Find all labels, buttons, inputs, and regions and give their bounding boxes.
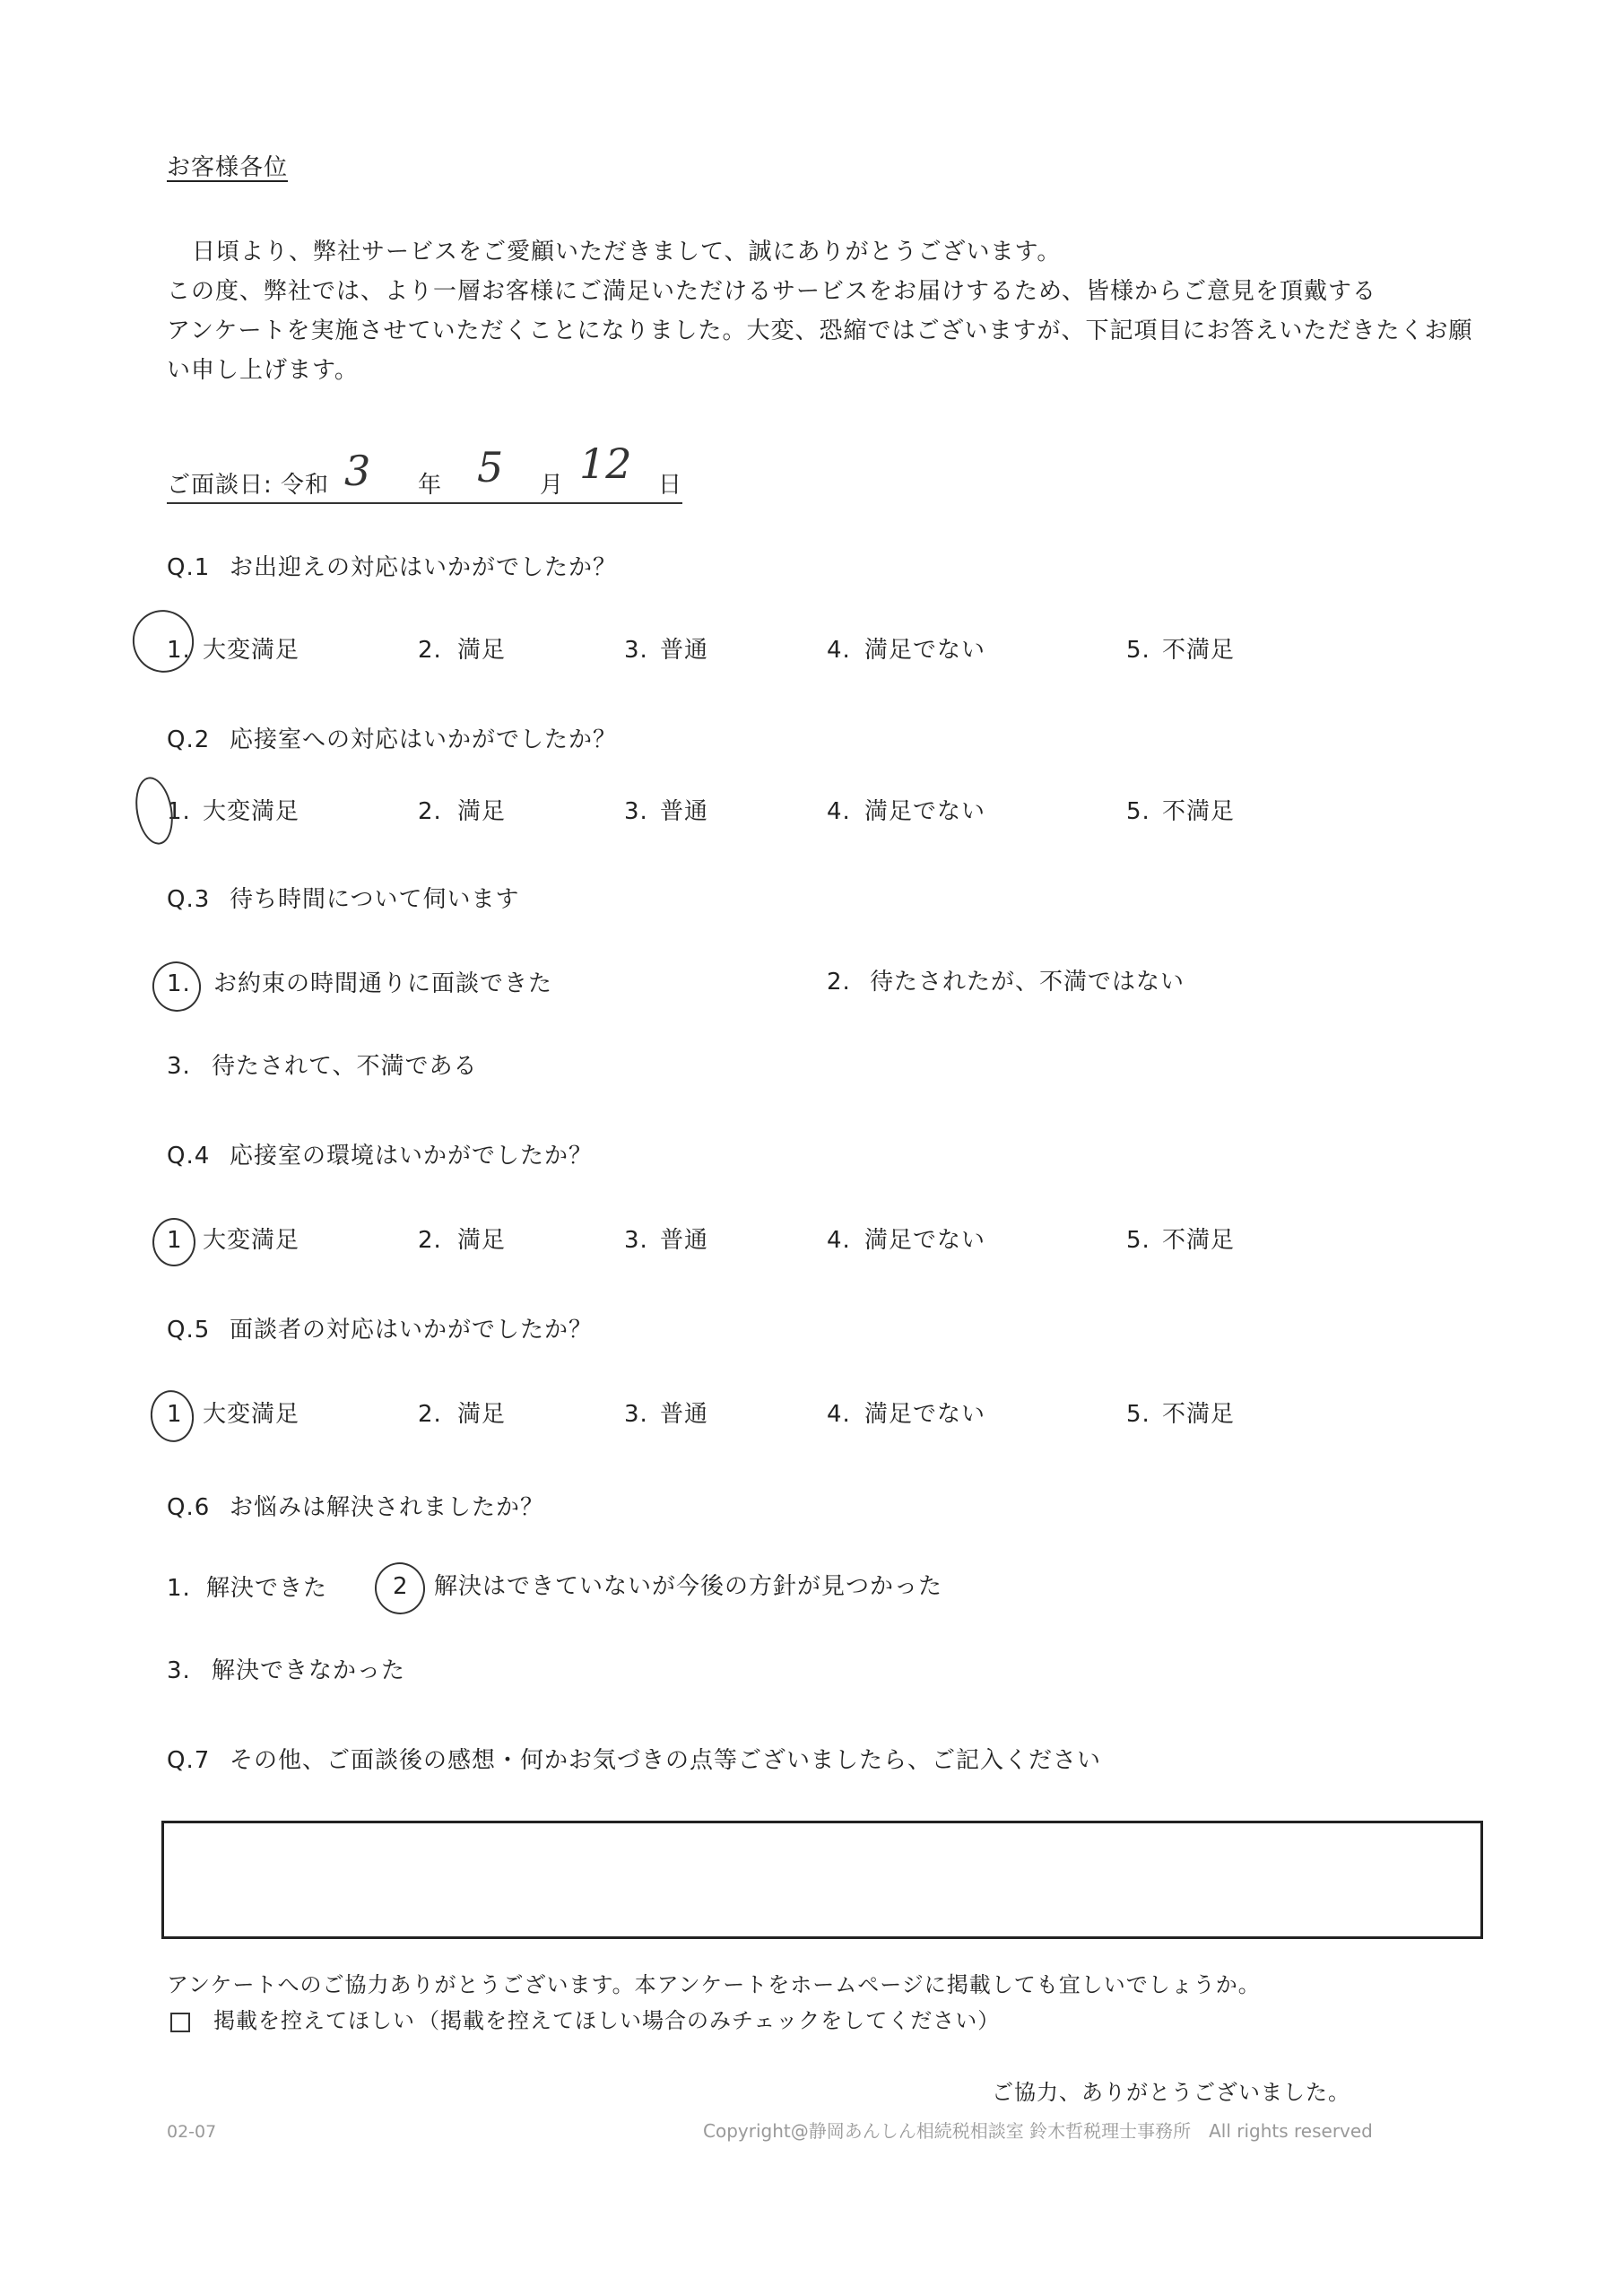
form-code: 02-07	[167, 2122, 217, 2142]
q5-selection-mark	[147, 1387, 197, 1445]
q3-option-2[interactable]: 待たされたが、不満ではない	[870, 969, 1185, 996]
q3-option-2-number[interactable]: 2.	[827, 969, 851, 996]
q4-option-3[interactable]: 普通	[660, 1227, 709, 1254]
q6-option-1-number[interactable]: 1.	[167, 1575, 191, 1602]
q4-option-1-number[interactable]: 1	[167, 1227, 183, 1254]
q5-option-1[interactable]: 大変満足	[203, 1401, 300, 1428]
q1-option-5-number[interactable]: 5.	[1126, 637, 1150, 664]
q2-selection-mark	[131, 774, 178, 848]
q5-option-2[interactable]: 満足	[457, 1401, 507, 1428]
q4-option-4-number[interactable]: 4.	[827, 1227, 851, 1254]
q5-option-4[interactable]: 満足でない	[864, 1401, 986, 1428]
q3-option-3-number[interactable]: 3.	[167, 1053, 191, 1080]
q4-option-2[interactable]: 満足	[457, 1227, 507, 1254]
q5-option-4-number[interactable]: 4.	[827, 1401, 851, 1428]
q3-option-3[interactable]: 待たされて、不満である	[212, 1053, 478, 1080]
date-label: ご面談日: 令和	[167, 472, 330, 499]
q2-option-3[interactable]: 普通	[660, 798, 709, 825]
publish-opt-out-checkbox[interactable]	[170, 2013, 190, 2032]
q6-option-3[interactable]: 解決できなかった	[212, 1657, 406, 1684]
q1-option-3-number[interactable]: 3.	[624, 637, 648, 664]
q3-text: 待ち時間について伺います	[230, 886, 520, 913]
q2-option-5-number[interactable]: 5.	[1126, 798, 1150, 825]
q6-option-2-number[interactable]: 2	[393, 1573, 409, 1600]
q1-option-2-number[interactable]: 2.	[418, 637, 442, 664]
q7-number: Q.7	[167, 1747, 211, 1774]
q4-number: Q.4	[167, 1143, 211, 1170]
q4-option-2-number[interactable]: 2.	[418, 1227, 442, 1254]
date-day-unit: 日	[658, 472, 683, 499]
publish-opt-out-label: 掲載を控えてほしい	[213, 2008, 415, 2033]
intro-line-3: アンケートを実施させていただくことになりました。大変、恐縮ではございますが、下記項目にお答えいただきたくお願	[167, 317, 1473, 344]
q1-number: Q.1	[167, 554, 211, 581]
closing-message: ご協力、ありがとうございました。	[992, 2080, 1350, 2105]
q2-option-4-number[interactable]: 4.	[827, 798, 851, 825]
q1-selection-mark	[124, 601, 203, 681]
q2-option-2[interactable]: 満足	[457, 798, 507, 825]
salutation: お客様各位	[167, 154, 289, 181]
q5-option-3[interactable]: 普通	[660, 1401, 709, 1428]
q5-option-1-number[interactable]: 1	[167, 1401, 183, 1428]
q4-option-5-number[interactable]: 5.	[1126, 1227, 1150, 1254]
q1-option-5[interactable]: 不満足	[1162, 637, 1236, 664]
date-month-value[interactable]: 5	[477, 443, 504, 491]
date-year-unit: 年	[418, 472, 443, 499]
date-year-value[interactable]: 3	[344, 447, 371, 495]
q5-option-2-number[interactable]: 2.	[418, 1401, 442, 1428]
q1-option-1[interactable]: 大変満足	[203, 637, 300, 664]
q6-option-1[interactable]: 解決できた	[206, 1575, 328, 1602]
q5-number: Q.5	[167, 1317, 211, 1344]
copyright: Copyright@静岡あんしん相続税相談室 鈴木哲税理士事務所 All rights reserved	[703, 2120, 1373, 2142]
intro-line-4: い申し上げます。	[167, 357, 359, 384]
q4-text: 応接室の環境はいかがでしたか？	[230, 1143, 594, 1170]
q7-comment-box[interactable]	[161, 1821, 1483, 1939]
q4-selection-mark	[152, 1218, 195, 1266]
q6-selection-mark	[370, 1559, 429, 1619]
q2-option-2-number[interactable]: 2.	[418, 798, 442, 825]
date-underline	[167, 502, 682, 504]
q4-option-1[interactable]: 大変満足	[203, 1227, 300, 1254]
q1-option-3[interactable]: 普通	[660, 637, 709, 664]
q2-option-3-number[interactable]: 3.	[624, 798, 648, 825]
q2-option-4[interactable]: 満足でない	[864, 798, 986, 825]
q4-option-3-number[interactable]: 3.	[624, 1227, 648, 1254]
q7-text: その他、ご面談後の感想・何かお気づきの点等ございましたら、ご記入ください	[230, 1747, 1102, 1774]
q5-option-5[interactable]: 不満足	[1162, 1401, 1236, 1428]
q6-number: Q.6	[167, 1494, 211, 1521]
q3-number: Q.3	[167, 886, 211, 913]
q1-text: お出迎えの対応はいかがでしたか？	[230, 554, 618, 581]
q2-option-1[interactable]: 大変満足	[203, 798, 300, 825]
q5-option-3-number[interactable]: 3.	[624, 1401, 648, 1428]
q1-option-2[interactable]: 満足	[457, 637, 507, 664]
publish-opt-out-note: （掲載を控えてほしい場合のみチェックをしてください）	[418, 2008, 1001, 2033]
q3-option-1[interactable]: お約束の時間通りに面談できた	[213, 970, 553, 997]
q1-option-4-number[interactable]: 4.	[827, 637, 851, 664]
q4-option-4[interactable]: 満足でない	[864, 1227, 986, 1254]
q3-option-1-number[interactable]: 1.	[167, 970, 191, 997]
intro-line-1: 日頃より、弊社サービスをご愛顧いただきまして、誠にありがとうございます。	[192, 239, 1062, 265]
q2-option-5[interactable]: 不満足	[1162, 798, 1236, 825]
intro-line-2: この度、弊社では、より一層お客様にご満足いただけるサービスをお届けするため、皆様からご意見を頂戴する	[167, 278, 1376, 305]
q3-selection-mark	[147, 956, 207, 1017]
q2-number: Q.2	[167, 726, 211, 753]
q1-option-4[interactable]: 満足でない	[864, 637, 986, 664]
q5-text: 面談者の対応はいかがでしたか？	[230, 1317, 594, 1344]
publish-question: アンケートへのご協力ありがとうございます。本アンケートをホームページに掲載しても宜しいでしょうか。	[167, 1972, 1261, 1997]
q6-option-3-number[interactable]: 3.	[167, 1657, 191, 1684]
q6-text: お悩みは解決されましたか？	[230, 1494, 545, 1521]
q6-option-2[interactable]: 解決はできていないが今後の方針が見つかった	[434, 1573, 943, 1600]
q1-option-1-number[interactable]: 1.	[167, 637, 191, 664]
date-day-value[interactable]: 12	[579, 439, 632, 488]
q2-text: 応接室への対応はいかがでしたか？	[230, 726, 618, 753]
q4-option-5[interactable]: 不満足	[1162, 1227, 1236, 1254]
date-month-unit: 月	[540, 472, 565, 499]
q5-option-5-number[interactable]: 5.	[1126, 1401, 1150, 1428]
q2-option-1-number[interactable]: 1.	[167, 798, 191, 825]
